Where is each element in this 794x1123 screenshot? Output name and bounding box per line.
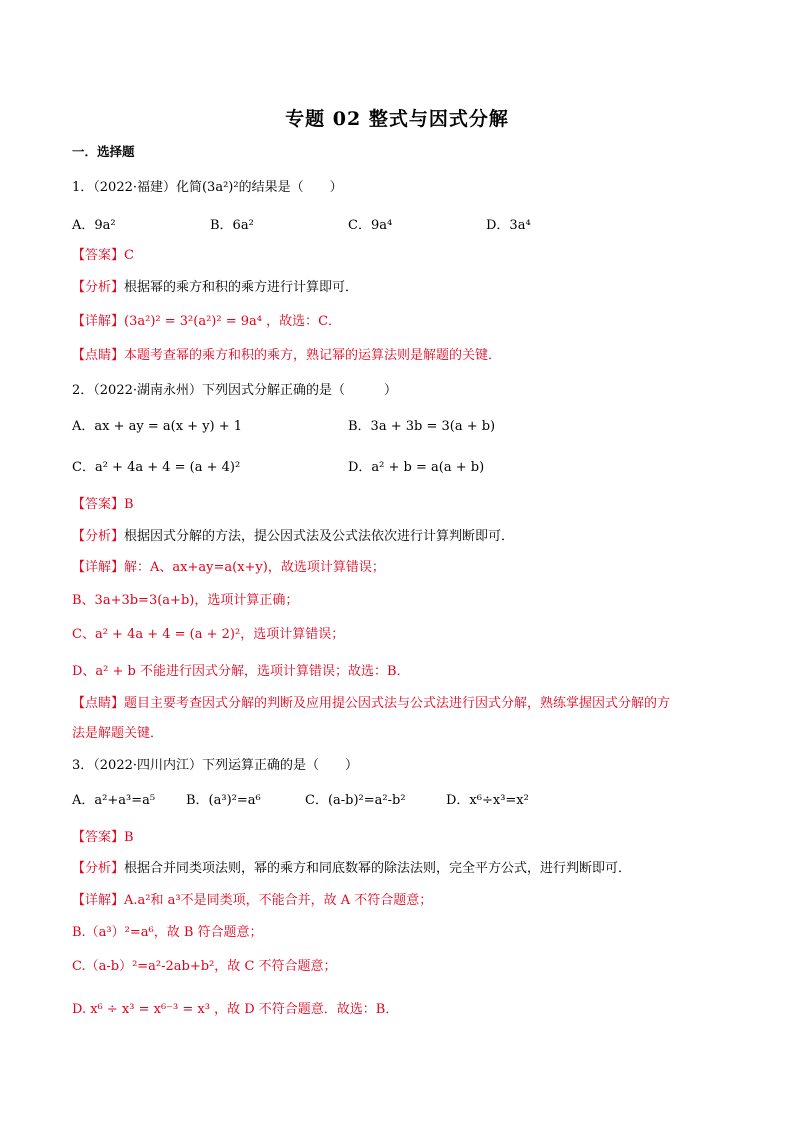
analysis-text: 根据因式分解的方法，提公因式法及公式法依次进行计算判断即可． — [124, 529, 515, 544]
answer-value: B — [124, 497, 134, 512]
q3-option-b: B．(a³)²=a⁶ — [186, 793, 261, 808]
analysis-tag: 【分析】 — [72, 861, 125, 876]
q1-option-b: B．6a² — [210, 218, 254, 233]
q2-detail — [72, 558, 385, 578]
q1-answer — [72, 246, 134, 266]
q1-comment — [72, 346, 501, 366]
q2-comment — [72, 694, 670, 714]
q2-detail-b: B、3a+3b=3(a+b)，选项计算正确； — [72, 593, 299, 608]
answer-value: B — [124, 830, 134, 845]
q3-detail-c: C.（a-b）²=a²-2ab+b²，故 C 不符合题意； — [72, 959, 337, 974]
q1-stem: 1．（2022·福建）化简(3a²)²的结果是（ ） — [72, 180, 343, 195]
q3-detail — [72, 891, 432, 911]
q2-analysis — [72, 527, 514, 547]
answer-tag: 【答案】 — [72, 830, 125, 845]
detail-text: A.a²和 a³不是同类项，不能合并，故 A 不符合题意； — [124, 893, 433, 908]
section-heading: 一．选择题 — [72, 144, 135, 159]
q3-stem: 3．（2022·四川内江）下列运算正确的是（ ） — [72, 758, 358, 773]
q1-analysis — [72, 278, 358, 298]
q3-detail-b: B.（a³）²=a⁶，故 B 符合题意； — [72, 925, 263, 940]
detail-text: 解：A、ax+ay=a(x+y)，故选项计算错误； — [124, 560, 385, 575]
comment-tag: 【点睛】 — [72, 348, 125, 363]
q2-option-a: A．ax + ay = a(x + y) + 1 — [72, 419, 243, 434]
page-title: 专题 02 整式与因式分解 — [285, 108, 509, 130]
q2-option-d: D．a² + b = a(a + b) — [348, 460, 485, 475]
analysis-text: 根据幂的乘方和积的乘方进行计算即可． — [124, 280, 359, 295]
answer-value: C — [124, 248, 134, 263]
answer-tag: 【答案】 — [72, 248, 125, 263]
q2-comment-cont: 法是解题关键． — [72, 726, 164, 741]
q2-option-b: B．3a + 3b = 3(a + b) — [348, 419, 496, 434]
q3-analysis — [72, 859, 631, 879]
q3-option-c: C．(a-b)²=a²-b² — [305, 793, 406, 808]
q2-detail-c: C、a² + 4a + 4 = (a + 2)²，选项计算错误； — [72, 627, 345, 642]
answer-tag: 【答案】 — [72, 497, 125, 512]
q2-stem: 2．（2022·湖南永州）下列因式分解正确的是（ ） — [72, 383, 397, 398]
q1-detail — [72, 312, 341, 332]
q3-detail-d: D. x⁶ ÷ x³ = x⁶⁻³ = x³ ，故 D 不符合题意．故选：B． — [72, 1002, 399, 1017]
detail-tag: 【详解】 — [72, 314, 125, 329]
q3-answer — [72, 828, 134, 848]
analysis-tag: 【分析】 — [72, 529, 125, 544]
q2-option-c: C．a² + 4a + 4 = (a + 4)² — [72, 460, 241, 475]
comment-text: 题目主要考查因式分解的判断及应用提公因式法与公式法进行因式分解，熟练掌握因式分解的方 — [124, 696, 671, 711]
comment-tag: 【点睛】 — [72, 696, 125, 711]
q3-option-a: A．a²+a³=a⁵ — [72, 793, 156, 808]
comment-text: 本题考查幂的乘方和积的乘方，熟记幂的运算法则是解题的关键． — [124, 348, 502, 363]
q2-answer — [72, 495, 134, 515]
q1-option-c: C．9a⁴ — [348, 218, 393, 233]
detail-text: (3a²)² = 3²(a²)² = 9a⁴ ，故选：C． — [124, 314, 342, 329]
q1-option-a: A．9a² — [72, 218, 116, 233]
q2-detail-d: D、a² + b 不能进行因式分解，选项计算错误；故选：B． — [72, 664, 410, 679]
detail-tag: 【详解】 — [72, 893, 125, 908]
analysis-text: 根据合并同类项法则，幂的乘方和同底数幂的除法法则，完全平方公式，进行判断即可． — [124, 861, 632, 876]
q3-option-d: D．x⁶÷x³=x² — [446, 793, 529, 808]
q1-option-d: D．3a⁴ — [486, 218, 531, 233]
analysis-tag: 【分析】 — [72, 280, 125, 295]
detail-tag: 【详解】 — [72, 560, 125, 575]
